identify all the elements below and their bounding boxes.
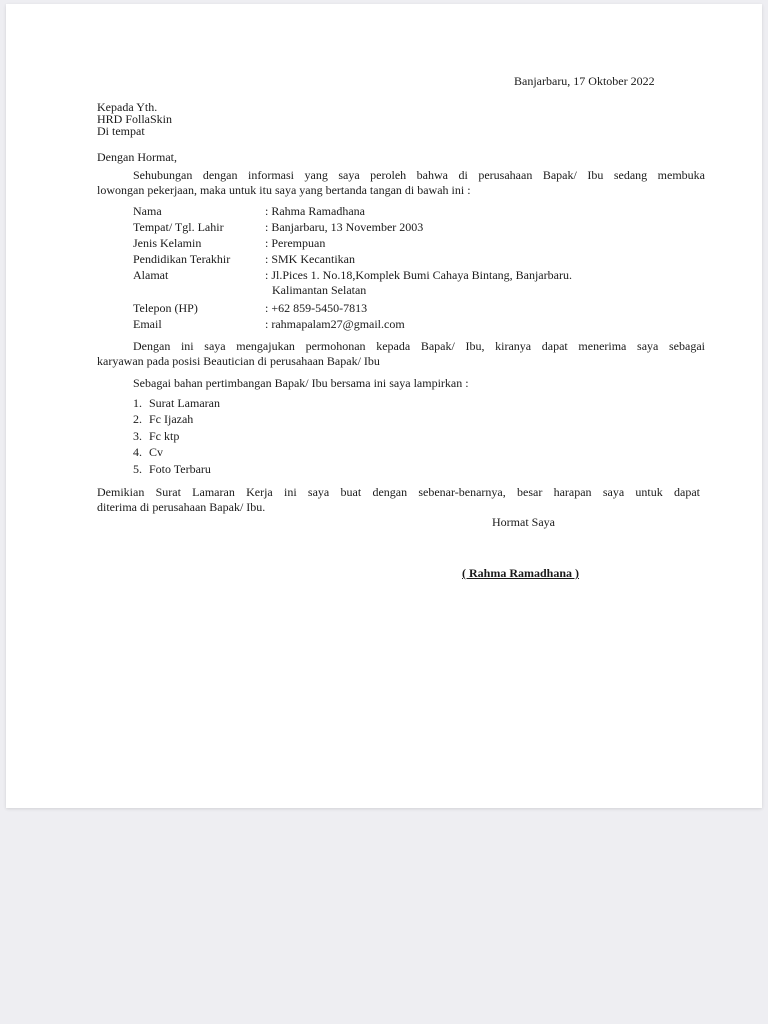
detail-label-address: Alamat — [133, 268, 169, 282]
salutation: Dengan Hormat, — [97, 150, 177, 164]
letter-page — [6, 4, 762, 808]
attachment-item: Fc ktp — [149, 429, 180, 443]
sign-off: Hormat Saya — [492, 515, 555, 529]
detail-value-phone: : +62 859-5450-7813 — [265, 301, 368, 315]
place-date: Banjarbaru, 17 Oktober 2022 — [514, 74, 655, 88]
detail-label-gender: Jenis Kelamin — [133, 236, 202, 250]
detail-label-birth: Tempat/ Tgl. Lahir — [133, 220, 224, 234]
detail-label-email: Email — [133, 317, 162, 331]
detail-value-birth: : Banjarbaru, 13 November 2003 — [265, 220, 424, 234]
signature-name: ( Rahma Ramadhana ) — [462, 566, 580, 580]
detail-label-education: Pendidikan Terakhir — [133, 252, 231, 266]
recipient-line-1: Kepada Yth. — [97, 100, 158, 114]
attachment-number: 3. — [133, 429, 142, 443]
recipient-line-2: HRD FollaSkin — [97, 112, 173, 126]
detail-value-education: : SMK Kecantikan — [265, 252, 355, 266]
attachment-item: Fc Ijazah — [149, 412, 194, 426]
attachment-number: 2. — [133, 412, 142, 426]
application-line-1: Dengan ini saya mengajukan permohonan kepada Bapak/ Ibu, kiranya dapat menerima saya sebagai — [133, 339, 705, 353]
recipient-line-3: Di tempat — [97, 124, 145, 138]
attachment-number: 4. — [133, 445, 142, 459]
attachment-item: Foto Terbaru — [149, 462, 211, 476]
detail-value-address: : Jl.Pices 1. No.18,Komplek Bumi Cahaya Bintang, Banjarbaru. — [265, 268, 572, 282]
attachment-number: 1. — [133, 396, 142, 410]
detail-label-phone: Telepon (HP) — [133, 301, 198, 315]
intro-line-1: Sehubungan dengan informasi yang saya peroleh bahwa di perusahaan Bapak/ Ibu sedang membuka — [133, 168, 705, 182]
closing-line-1: Demikian Surat Lamaran Kerja ini saya buat dengan sebenar-benarnya, besar harapan saya untuk dapat — [97, 485, 700, 499]
attachment-item: Surat Lamaran — [149, 396, 220, 410]
closing-line-2: diterima di perusahaan Bapak/ Ibu. — [97, 500, 266, 514]
detail-value-gender: : Perempuan — [265, 236, 326, 250]
attachment-number: 5. — [133, 462, 142, 476]
attachments-intro: Sebagai bahan pertimbangan Bapak/ Ibu bersama ini saya lampirkan : — [133, 376, 469, 390]
detail-value-address-line-2: Kalimantan Selatan — [272, 283, 367, 297]
detail-label-name: Nama — [133, 204, 162, 218]
intro-line-2: lowongan pekerjaan, maka untuk itu saya yang bertanda tangan di bawah ini : — [97, 183, 471, 197]
attachment-item: Cv — [149, 445, 164, 459]
application-line-2: karyawan pada posisi Beautician di perusahaan Bapak/ Ibu — [97, 354, 380, 368]
detail-value-name: : Rahma Ramadhana — [265, 204, 365, 218]
detail-value-email: : rahmapalam27@gmail.com — [265, 317, 405, 331]
